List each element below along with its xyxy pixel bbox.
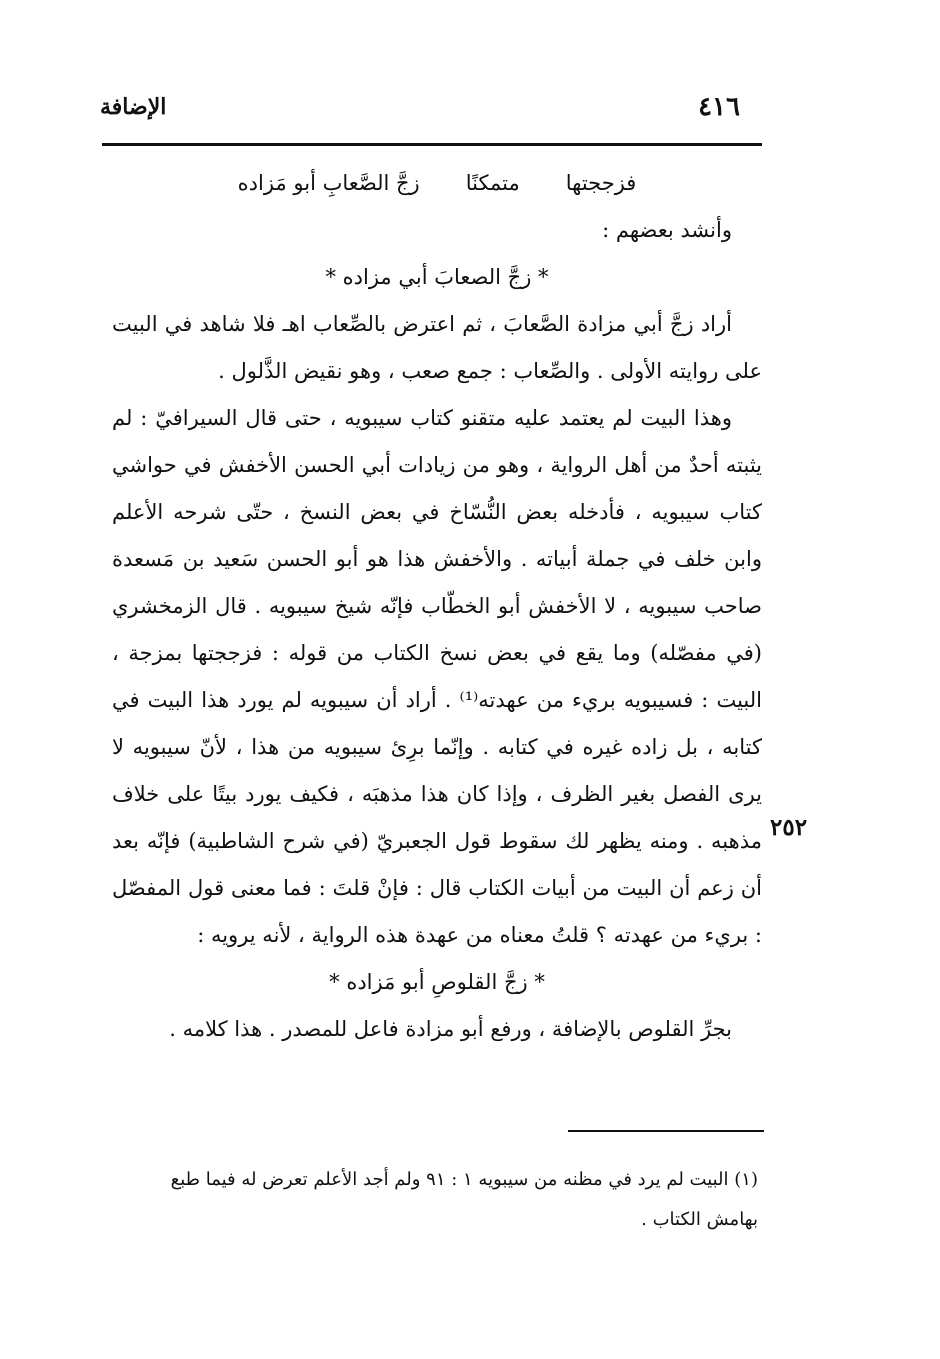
header-rule <box>102 143 762 146</box>
verse-part-2: متمكنًا <box>465 171 520 195</box>
paragraph-1: أراد زجَّ أبي مزادة الصَّعابَ ، ثم اعترض بالصِّعاب اهـ فلا شاهد في البيت على روايته الأولى . والصِّعاب : جمع صعب ، وهو نقيض الذَّلول . <box>112 312 762 383</box>
verse-part-1: فزججتها <box>565 171 637 195</box>
verse-quote-1 <box>112 160 762 207</box>
section-title: الإضافة <box>100 94 167 120</box>
page-number: ٤١٦ <box>698 92 740 122</box>
margin-number: ٢٥٢ <box>770 814 808 841</box>
footnote: (١) البيت لم يرد في مظنه من سيبويه ١ : ٩١ ولم أجد الأعلم تعرض له فيما طبع بهامش الكتاب . <box>170 1169 758 1230</box>
paragraph-3: بجرِّ القلوص بالإضافة ، ورفع أبو مزادة فاعل للمصدر . هذا كلامه . <box>169 1017 732 1041</box>
paragraph-2: وهذا البيت لم يعتمد عليه متقنو كتاب سيبويه ، حتى قال السيرافيّ : لم يثبته أحدٌ من أهل الرواية ، وهو من زيادات أبي الحسن الأخفش في حواشي كتاب سيبويه ، فأدخله بعض النُّسّاخ في بعض النسخ ، حتّى شرحه الأعلم وابن خلف في جملة أبياته . والأخفش هذا هو أبو الحسن سَعيد بن مَسعدة صاحب سيبويه ، لا الأخفش أبو الخطّاب فإنّه شيخ سيبويه . قال الزمخشري (في مفصّله) وما يقع في بعض نسخ الكتاب من قوله : فزججتها بمزجة ، البيت : فسيبويه بريء من عهدته⁽¹⁾ . أراد أن سيبويه لم يورد هذا البيت في كتابه ، بل زاده غيره في كتابه . وإنّما برِئ سيبويه من هذا ، لأنّ سيبويه لا يرى الفصل بغير الظرف ، وإذا كان هذا مذهبَه ، فكيف يورد بيتًا على خلاف مذهبه . ومنه يظهر لك سقوط قول الجعبريّ (في شرح الشاطبية) فإنّه بعد أن زعم أن البيت من أبيات الكتاب قال : فإنْ قلتَ : فما معنى قول المفصّل : بريء من عهدته ؟ قلتُ معناه من عهدة هذه الرواية ، لأنه يرويه : <box>112 406 762 947</box>
main-text <box>112 160 762 1053</box>
running-header <box>100 92 760 128</box>
intro-line: وأنشد بعضهم : <box>602 218 732 242</box>
verse-quote-2: * زجَّ الصعابَ أبي مزاده * <box>325 265 549 289</box>
verse-part-3: زجَّ الصَّعابِ أبو مَزاده <box>237 171 420 195</box>
footnote-rule <box>568 1130 764 1132</box>
verse-quote-3: * زجَّ القلوصِ أبو مَزاده * <box>329 970 545 994</box>
